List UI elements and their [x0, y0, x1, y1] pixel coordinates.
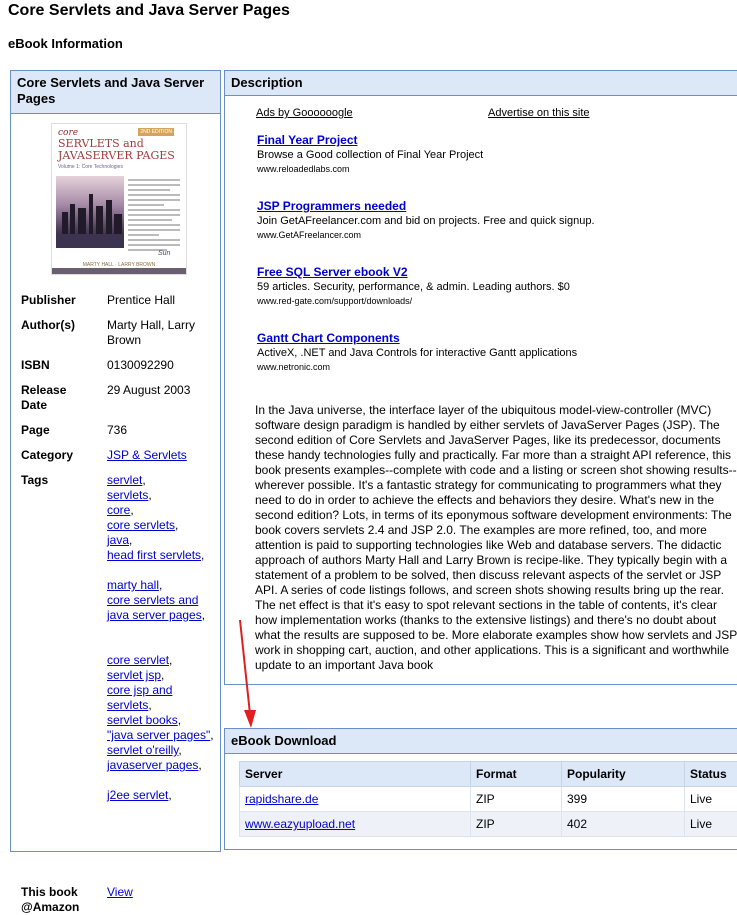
download-heading: eBook Download: [225, 729, 737, 754]
popularity-cell: 399: [562, 787, 685, 812]
category-label: Category: [21, 448, 101, 463]
cover-city-photo: [56, 176, 124, 248]
red-arrow-icon: [236, 618, 258, 730]
book-cover-image: [51, 123, 187, 275]
category-link[interactable]: JSP & Servlets: [107, 448, 187, 462]
column-header-format: Format: [471, 762, 562, 787]
advertise-link[interactable]: Advertise on this site: [488, 107, 590, 119]
authors-label: Author(s): [21, 318, 101, 333]
table-row: [240, 812, 737, 837]
page-value: 736: [107, 423, 217, 438]
tag-link[interactable]: servlets: [107, 488, 148, 502]
tag-link[interactable]: core servlet: [107, 653, 169, 667]
section-subtitle: eBook Information: [8, 36, 123, 51]
authors-value: Marty Hall, Larry Brown: [107, 318, 217, 348]
column-header-status: Status: [685, 762, 737, 787]
publisher-value: Prentice Hall: [107, 293, 217, 308]
page-title: Core Servlets and Java Server Pages: [8, 2, 290, 20]
ad-url: www.netronic.com: [257, 360, 577, 374]
tag-link[interactable]: "java server pages": [107, 728, 210, 742]
tag-link[interactable]: javaserver pages: [107, 758, 198, 772]
tag-link[interactable]: core servlets and java server pages: [107, 593, 202, 622]
tag-link[interactable]: core servlets: [107, 518, 175, 532]
ads-header: [256, 107, 596, 119]
cover-edition-badge: 2ND EDITION: [138, 128, 174, 136]
tag-link[interactable]: core: [107, 503, 130, 517]
ad-title-link[interactable]: Final Year Project: [257, 133, 358, 147]
ad-title-link[interactable]: JSP Programmers needed: [257, 199, 406, 213]
tag-link[interactable]: core jsp and servlets: [107, 683, 172, 712]
book-info-panel: [10, 70, 221, 852]
description-heading: Description: [225, 71, 737, 96]
page-label: Page: [21, 423, 101, 438]
format-cell: ZIP: [471, 787, 562, 812]
description-panel: [224, 70, 737, 685]
cover-authors: MARTY HALL · LARRY BROWN: [52, 262, 186, 268]
download-table: [239, 761, 737, 837]
ad-url: www.reloadedlabs.com: [257, 162, 483, 176]
format-cell: ZIP: [471, 812, 562, 837]
description-body: In the Java universe, the interface layer of the ubiquitous model-view-controller (MVC) software design paradigm is handled by either servlets of JavaServer Pages (JSP). The second edition of Core Servlets and JavaServer Pages, like its predecessor, documents these handy technologies fully and practically. Far more than a straight API reference, this book presents examples--complete with code and a listing or screen shot showing results--wherever possible. It's a fantastic strategy for communicating to programmers what they need to do in order to achieve the effects and behaviors they desire. What's new in the second edition? Lots, in terms of its eponymous software development environments: The book covers servlets 2.4 and JSP 2.0. The examples are more refined, too, and more attention is paid to supporting technologies like Web and database servers. The didactic approach of authors Marty Hall and Larry Brown is recipe-like. They typically begin with a statement of a problem to be solved, then discuss relevant aspects of the servlet or JSP API. A series of code listings follows, and screen shots showing results bring up the rear. The net effect is that it's easy to spot relevant sections in the table of contents, it's clear how implementation works (thanks to the extensive listings) and there's no doubt about what the results are supposed to be. More elaborate examples show how servlets and JSP work in shopping cart, auction, and other applications. This is a significant and worthwhile update to an important Java book: [255, 403, 737, 673]
popularity-cell: 402: [562, 812, 685, 837]
ad-item: [257, 133, 483, 176]
ad-title-link[interactable]: Gantt Chart Components: [257, 331, 400, 345]
tag-link[interactable]: marty hall: [107, 578, 159, 592]
tag-link[interactable]: j2ee servlet: [107, 788, 168, 802]
isbn-label: ISBN: [21, 358, 101, 373]
ad-title-link[interactable]: Free SQL Server ebook V2: [257, 265, 408, 279]
status-cell: Live: [685, 812, 737, 837]
ad-item: [257, 265, 570, 308]
cover-text-lines: [128, 176, 180, 254]
ad-text: 59 articles. Security, performance, & admin. Leading authors. $0: [257, 280, 570, 294]
amazon-view-link[interactable]: View: [107, 885, 133, 899]
ad-text: Join GetAFreelancer.com and bid on projects. Free and quick signup.: [257, 214, 595, 228]
download-panel: [224, 728, 737, 850]
tag-link[interactable]: servlet books: [107, 713, 178, 727]
ad-url: www.red-gate.com/support/downloads/: [257, 294, 570, 308]
tag-link[interactable]: servlet jsp: [107, 668, 161, 682]
table-header-row: [240, 762, 737, 787]
column-header-server: Server: [240, 762, 471, 787]
cover-volume: Volume 1: Core Technologies: [58, 164, 123, 170]
tags-label: Tags: [21, 473, 101, 488]
tag-link[interactable]: head first servlets: [107, 548, 201, 562]
ad-item: [257, 199, 595, 242]
server-link[interactable]: www.eazyupload.net: [245, 817, 355, 831]
ads-by-google-link[interactable]: Ads by Goooooogle: [256, 107, 353, 119]
ad-text: Browse a Good collection of Final Year Project: [257, 148, 483, 162]
tag-link[interactable]: servlet: [107, 473, 142, 487]
tag-link[interactable]: servlet o'reilly: [107, 743, 178, 757]
ad-item: [257, 331, 577, 374]
server-link[interactable]: rapidshare.de: [245, 792, 318, 806]
release-date-label: Release Date: [21, 383, 81, 413]
cover-title: SERVLETS and JAVASERVER PAGES: [58, 138, 175, 162]
table-row: [240, 787, 737, 812]
isbn-value: 0130092290: [107, 358, 217, 373]
release-date-value: 29 August 2003: [107, 383, 217, 398]
publisher-label: Publisher: [21, 293, 101, 308]
sun-logo: Sun: [158, 250, 170, 257]
tag-link[interactable]: java: [107, 533, 129, 547]
column-header-popularity: Popularity: [562, 762, 685, 787]
ad-text: ActiveX, .NET and Java Controls for interactive Gantt applications: [257, 346, 577, 360]
amazon-label: This book @Amazon: [21, 885, 101, 915]
cover-core-text: core: [58, 128, 78, 138]
status-cell: Live: [685, 787, 737, 812]
book-info-heading: Core Servlets and Java Server Pages: [11, 71, 220, 114]
tags-list: servlet, servlets, core, core servlets, java, head first servlets, marty hall, core servlets and java server pages, core servlet, servlet jsp, core jsp and servlets, servlet books, "java server pages", servlet o'reilly, javaserver pages, j2ee servlet,: [107, 473, 217, 803]
ad-url: www.GetAFreelancer.com: [257, 228, 595, 242]
